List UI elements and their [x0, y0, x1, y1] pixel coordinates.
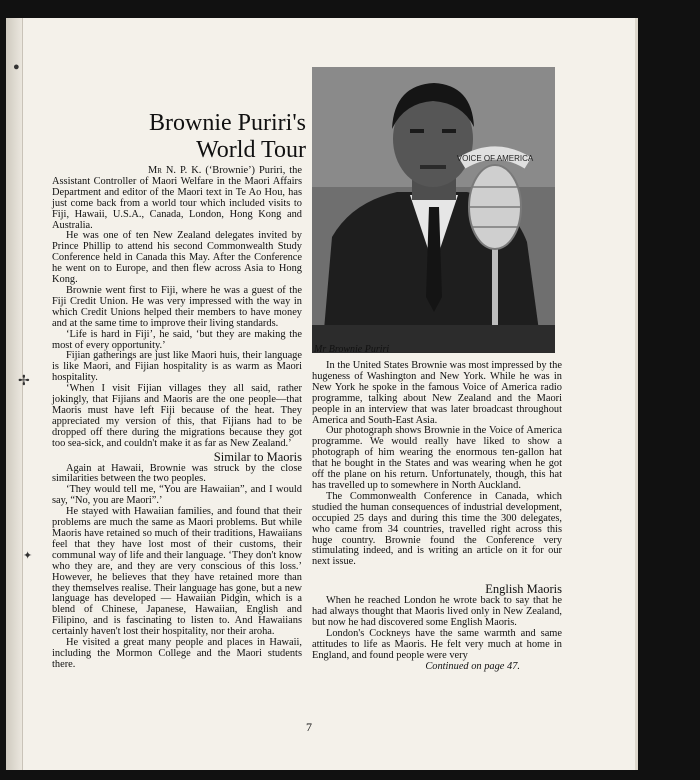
headline-line-2: World Tour [196, 137, 306, 163]
paragraph: He was one of ten New Zealand delegates invited by Prince Phillip to attend his second Commonwealth Study Conference held in Canada this May. After the Conference he went on to Europe, and then flew across Asia to Hong Kong. [52, 230, 302, 286]
continued-note: Continued on page 47. [425, 660, 520, 672]
paragraph: He visited a great many people and places in Hawaii, including the Mormon College and the Maori students there. [52, 637, 302, 670]
subhead-english-maoris: English Maoris [485, 582, 562, 597]
portrait-illustration [312, 67, 555, 353]
paragraph: Fijian gatherings are just like Maori huis, their language is like Maori, and Fijian hospitality is as warm as Maori hospitality. [52, 350, 302, 384]
paragraph: In the United States Brownie was most impressed by the hugeness of Washington and New York. While he was in New York he spoke in the famous Voice of America radio programme, talking about New Zealand and the Maori people in an interview that was later broadcast throughout America and South-East Asia. [312, 360, 562, 426]
margin-mark: ✦ [23, 550, 33, 562]
paragraph: The Commonwealth Conference in Canada, which studied the human consequences of industrial development, occupied 25 days and during this time the 300 delegates, who came from 34 countries, travelled right across this huge country. Brownie found the Conference very stimulating indeed, and is writing an article on it for our next issue. [312, 490, 562, 568]
mic-banner-text: VOICE OF AMERICA [456, 154, 534, 163]
paragraph: ‘When I visit Fijian villages they all said, rather jokingly, that Fijians and Maoris are the one people—that Maoris must have left Fiji because of the heat. They appreciated my version of this, that Fijians had to be dropped off there during the migrations because they got too sea-sick, and couldn't make it as far as New Zealand.’ [52, 383, 302, 449]
lead-paragraph [52, 166, 302, 231]
paragraph: Again at Hawaii, Brownie was struck by the close similarities between the two peoples. [52, 462, 302, 485]
paragraph: ‘They would tell me, “You are Hawaiian”, and I would say, “No, you are Maori”.’ [52, 484, 302, 507]
page-number: 7 [306, 720, 312, 734]
headline-line-1: Brownie Puriri's [149, 110, 306, 136]
paragraph: ‘Life is hard in Fiji’, he said, ‘but they are making the most of every opportunity.’ [52, 328, 302, 351]
subhead-similar-to-maoris: Similar to Maoris [213, 449, 302, 464]
photo-brownie-puriri [312, 67, 555, 353]
lead-text: (‘Brownie’) Puriri, the Assistant Controller of Maori Welfare in the Maori Affairs Department and editor of the Maori text in Te Ao Hou, has just come back from a world tour which included visits to Fiji, Hawaii, U.S.A., Canada, London, Hong Kong and Australia. [52, 165, 302, 231]
binding-margin [6, 18, 23, 770]
page-edge [635, 18, 638, 770]
article-headline [106, 110, 306, 164]
margin-mark: ● [13, 61, 20, 73]
paragraph: Our photograph shows Brownie in the Voice of America programme. We would really have liked to show a photograph of him wearing the enormous ten-gallon hat that he bought in the States and was wearing when he got off the plane on his return. Unfortunately, though, this hat has travelled up to somewhere in North Auckland. [312, 425, 562, 491]
paragraph: London's Cockneys have the same warmth and same attitudes to life as Maoris. He felt very much at home in England, and found people were very [312, 627, 562, 661]
paragraph: When he reached London he wrote back to say that he had always thought that Maoris lived only in New Zealand, but now he had discovered some English Maoris. [312, 595, 562, 629]
lead-name: Mr N. P. K. [148, 165, 202, 176]
photo-caption: Mr Brownie Puriri [314, 344, 390, 355]
margin-mark: ✢ [18, 374, 30, 389]
magazine-page [6, 18, 638, 770]
paragraph: Brownie went first to Fiji, where he was a guest of the Fiji Credit Union. He was very impressed with the way in which Credit Unions helped their members to have money and at the same time to improve their living standards. [52, 284, 302, 329]
paragraph: He stayed with Hawaiian families, and found that their problems are much the same as Maori problems. But while Maoris have retained so much of their traditions, Hawaiians feel that they have lost most of their customs, their communal way of life and their language. ‘They don't know who they are, and they are very conscious of this loss.’ However, he believes that they have retained more than they themselves realise. Their language has gone, but a new language has developed — Hawaiian Pidgin, which is a blend of Chinese, Japanese, Hawaiian, English and Filipino, and is fascinating to listen to. And Hawaiians certainly haven't lost their hospitality, nor their aroha. [52, 506, 302, 638]
right-column [312, 361, 562, 673]
left-column [52, 166, 302, 671]
